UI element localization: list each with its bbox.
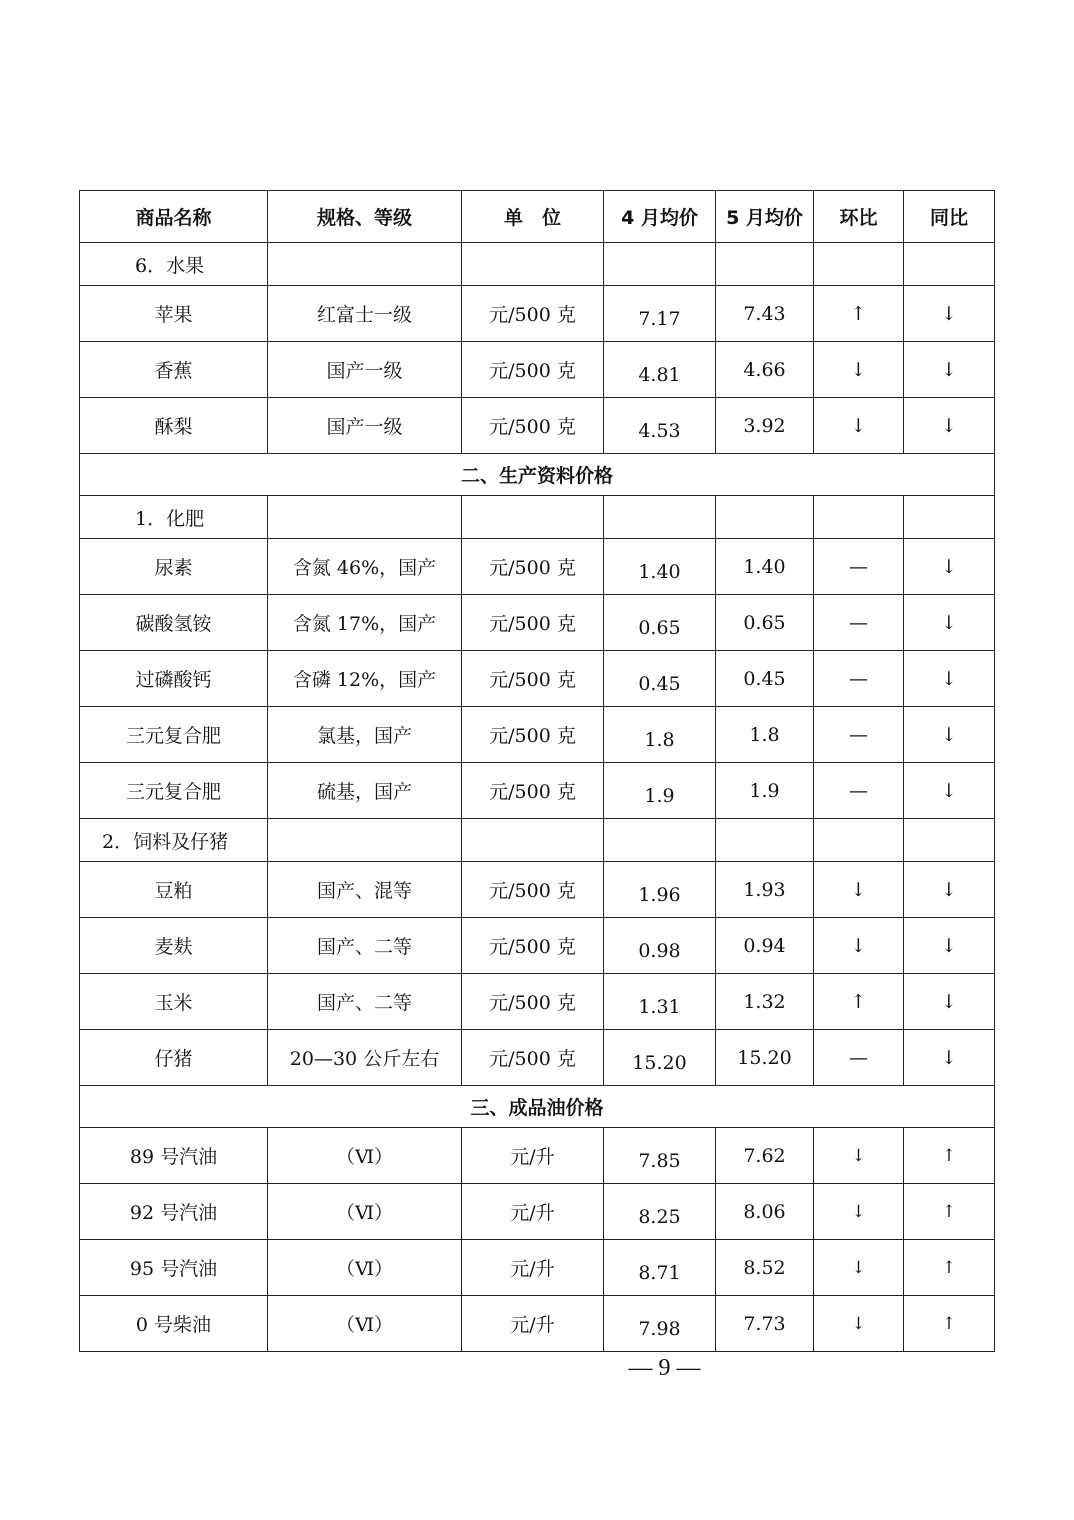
cell-yoy: ↓ xyxy=(904,539,995,595)
cell-unit: 元/500 克 xyxy=(462,595,604,651)
cell-name: 95 号汽油 xyxy=(80,1240,268,1296)
cell-mom: ↓ xyxy=(814,342,904,398)
cell-name: 豆粕 xyxy=(80,862,268,918)
cell-may: 1.93 xyxy=(716,862,814,918)
cell-april: 7.17 xyxy=(604,286,716,342)
cell-spec: 国产、二等 xyxy=(268,918,462,974)
cell-april: 4.53 xyxy=(604,398,716,454)
cell-yoy: ↑ xyxy=(904,1128,995,1184)
cell-april: 0.98 xyxy=(604,918,716,974)
cell-spec: 红富士一级 xyxy=(268,286,462,342)
cell-name: 仔猪 xyxy=(80,1030,268,1086)
category-label: 1．化肥 xyxy=(80,496,268,539)
cell-april: 8.71 xyxy=(604,1240,716,1296)
cell-name: 三元复合肥 xyxy=(80,707,268,763)
table-row xyxy=(80,651,995,707)
cell-name: 麦麸 xyxy=(80,918,268,974)
cell-april: 7.85 xyxy=(604,1128,716,1184)
cell-mom: ↓ xyxy=(814,918,904,974)
cell-mom: — xyxy=(814,539,904,595)
header-may: 5 月均价 xyxy=(716,191,814,243)
cell-mom: ↓ xyxy=(814,862,904,918)
cell-spec: 20—30 公斤左右 xyxy=(268,1030,462,1086)
category-row-feed xyxy=(80,819,995,862)
cell-yoy: ↓ xyxy=(904,286,995,342)
cell-name: 89 号汽油 xyxy=(80,1128,268,1184)
cell-may: 7.73 xyxy=(716,1296,814,1352)
cell-yoy: ↑ xyxy=(904,1296,995,1352)
cell-yoy: ↓ xyxy=(904,651,995,707)
section-row-production xyxy=(80,454,995,496)
cell-name: 三元复合肥 xyxy=(80,763,268,819)
cell-name: 香蕉 xyxy=(80,342,268,398)
cell-unit: 元/500 克 xyxy=(462,539,604,595)
cell-mom: — xyxy=(814,763,904,819)
table-row xyxy=(80,539,995,595)
cell-mom: ↑ xyxy=(814,286,904,342)
cell-yoy: ↓ xyxy=(904,974,995,1030)
cell-mom: — xyxy=(814,1030,904,1086)
cell-april: 4.81 xyxy=(604,342,716,398)
cell-yoy: ↓ xyxy=(904,342,995,398)
cell-unit: 元/500 克 xyxy=(462,918,604,974)
cell-yoy: ↑ xyxy=(904,1184,995,1240)
cell-mom: — xyxy=(814,651,904,707)
table-row xyxy=(80,707,995,763)
cell-spec: 氯基，国产 xyxy=(268,707,462,763)
header-unit: 单 位 xyxy=(462,191,604,243)
cell-unit: 元/升 xyxy=(462,1296,604,1352)
cell-may: 3.92 xyxy=(716,398,814,454)
cell-april: 1.8 xyxy=(604,707,716,763)
cell-april: 1.96 xyxy=(604,862,716,918)
cell-yoy: ↓ xyxy=(904,707,995,763)
cell-may: 0.94 xyxy=(716,918,814,974)
cell-name: 92 号汽油 xyxy=(80,1184,268,1240)
section-title: 二、生产资料价格 xyxy=(80,454,995,496)
cell-may: 8.06 xyxy=(716,1184,814,1240)
table-row xyxy=(80,398,995,454)
cell-yoy: ↓ xyxy=(904,398,995,454)
cell-may: 4.66 xyxy=(716,342,814,398)
cell-unit: 元/500 克 xyxy=(462,974,604,1030)
cell-spec: （Ⅵ） xyxy=(268,1184,462,1240)
cell-april: 0.65 xyxy=(604,595,716,651)
cell-unit: 元/500 克 xyxy=(462,707,604,763)
cell-name: 0 号柴油 xyxy=(80,1296,268,1352)
cell-may: 8.52 xyxy=(716,1240,814,1296)
cell-spec: 含磷 12%，国产 xyxy=(268,651,462,707)
cell-may: 1.9 xyxy=(716,763,814,819)
table-row xyxy=(80,1030,995,1086)
table-row xyxy=(80,1184,995,1240)
cell-may: 7.62 xyxy=(716,1128,814,1184)
table-row xyxy=(80,342,995,398)
cell-yoy: ↑ xyxy=(904,1240,995,1296)
cell-unit: 元/500 克 xyxy=(462,286,604,342)
cell-april: 1.9 xyxy=(604,763,716,819)
cell-mom: — xyxy=(814,707,904,763)
cell-may: 0.65 xyxy=(716,595,814,651)
cell-spec: （Ⅵ） xyxy=(268,1240,462,1296)
cell-april: 1.31 xyxy=(604,974,716,1030)
cell-yoy: ↓ xyxy=(904,763,995,819)
table-row xyxy=(80,763,995,819)
cell-unit: 元/500 克 xyxy=(462,342,604,398)
cell-spec: 国产、混等 xyxy=(268,862,462,918)
cell-mom: ↓ xyxy=(814,1184,904,1240)
category-row-fruit xyxy=(80,243,995,286)
cell-may: 0.45 xyxy=(716,651,814,707)
cell-spec: 含氮 17%，国产 xyxy=(268,595,462,651)
cell-unit: 元/500 克 xyxy=(462,763,604,819)
table-row xyxy=(80,1296,995,1352)
cell-yoy: ↓ xyxy=(904,862,995,918)
header-yoy: 同比 xyxy=(904,191,995,243)
cell-name: 酥梨 xyxy=(80,398,268,454)
cell-may: 15.20 xyxy=(716,1030,814,1086)
cell-name: 玉米 xyxy=(80,974,268,1030)
cell-name: 过磷酸钙 xyxy=(80,651,268,707)
cell-spec: 国产一级 xyxy=(268,398,462,454)
table-row xyxy=(80,595,995,651)
header-mom: 环比 xyxy=(814,191,904,243)
cell-mom: ↓ xyxy=(814,1128,904,1184)
header-april: 4 月均价 xyxy=(604,191,716,243)
header-row xyxy=(80,191,995,243)
cell-spec: 国产一级 xyxy=(268,342,462,398)
cell-mom: ↓ xyxy=(814,1240,904,1296)
cell-unit: 元/500 克 xyxy=(462,1030,604,1086)
page-number: — 9 — xyxy=(628,1355,701,1381)
table-row xyxy=(80,974,995,1030)
cell-unit: 元/500 克 xyxy=(462,398,604,454)
cell-april: 15.20 xyxy=(604,1030,716,1086)
table-row xyxy=(80,1128,995,1184)
table-row xyxy=(80,1240,995,1296)
cell-april: 8.25 xyxy=(604,1184,716,1240)
cell-unit: 元/500 克 xyxy=(462,862,604,918)
cell-mom: ↓ xyxy=(814,1296,904,1352)
category-label: 2．饲料及仔猪 xyxy=(80,819,268,862)
cell-april: 7.98 xyxy=(604,1296,716,1352)
table-row xyxy=(80,918,995,974)
table-row xyxy=(80,286,995,342)
cell-mom: — xyxy=(814,595,904,651)
section-title: 三、成品油价格 xyxy=(80,1086,995,1128)
price-table xyxy=(79,190,995,1352)
header-name: 商品名称 xyxy=(80,191,268,243)
cell-spec: 国产、二等 xyxy=(268,974,462,1030)
cell-mom: ↑ xyxy=(814,974,904,1030)
cell-april: 0.45 xyxy=(604,651,716,707)
cell-spec: （Ⅵ） xyxy=(268,1128,462,1184)
cell-name: 苹果 xyxy=(80,286,268,342)
header-spec: 规格、等级 xyxy=(268,191,462,243)
cell-may: 1.32 xyxy=(716,974,814,1030)
cell-april: 1.40 xyxy=(604,539,716,595)
cell-mom: ↓ xyxy=(814,398,904,454)
section-row-oil xyxy=(80,1086,995,1128)
cell-name: 碳酸氢铵 xyxy=(80,595,268,651)
cell-yoy: ↓ xyxy=(904,918,995,974)
cell-spec: （Ⅵ） xyxy=(268,1296,462,1352)
cell-name: 尿素 xyxy=(80,539,268,595)
cell-unit: 元/500 克 xyxy=(462,651,604,707)
cell-may: 7.43 xyxy=(716,286,814,342)
cell-spec: 含氮 46%，国产 xyxy=(268,539,462,595)
cell-may: 1.8 xyxy=(716,707,814,763)
cell-yoy: ↓ xyxy=(904,595,995,651)
category-row-fertilizer xyxy=(80,496,995,539)
cell-unit: 元/升 xyxy=(462,1184,604,1240)
cell-unit: 元/升 xyxy=(462,1128,604,1184)
cell-unit: 元/升 xyxy=(462,1240,604,1296)
cell-yoy: ↓ xyxy=(904,1030,995,1086)
table-row xyxy=(80,862,995,918)
category-label: 6．水果 xyxy=(80,243,268,286)
cell-may: 1.40 xyxy=(716,539,814,595)
cell-spec: 硫基，国产 xyxy=(268,763,462,819)
